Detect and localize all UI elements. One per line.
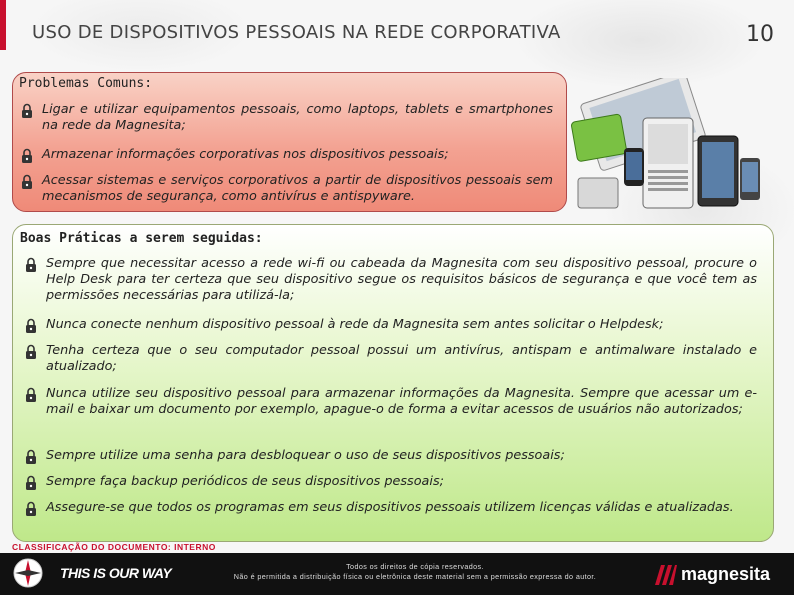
- lock-icon: [24, 501, 38, 517]
- accent-bar: [0, 0, 6, 50]
- lock-icon: [24, 475, 38, 491]
- practice-text: Nunca conecte nenhum dispositivo pessoal à rede da Magnesita sem antes solicitar o Helpdesk;: [46, 317, 664, 332]
- lock-icon: [20, 148, 34, 164]
- copyright-line-1: Todos os direitos de cópia reservados.: [346, 562, 484, 571]
- practice-text: Tenha certeza que o seu computador pessoal possui um antivírus, antispam e antimalware instalado e atualizado;: [46, 343, 757, 374]
- practice-text: Nunca utilize seu dispositivo pessoal para armazenar informações da Magnesita. Sempre que acessar um e-mail e baixar um documento por exemplo, apague-o de forma a evitar acessos de usuários não autorizados;: [46, 386, 757, 417]
- compass-icon: [12, 557, 44, 589]
- brand-logo: [655, 564, 770, 585]
- problem-item: [20, 173, 553, 205]
- lock-icon: [24, 449, 38, 465]
- practice-item: [24, 317, 757, 334]
- problems-label: Problemas Comuns:: [19, 76, 153, 91]
- practice-text: Sempre que necessitar acesso a rede wi-fi ou cabeada da Magnesita com seu dispositivo pessoal, procure o Help Desk para ter certeza que seu dispositivo segue os requisitos básicos de segurança e que você tem as permissões necessárias para utilizá-la;: [46, 256, 757, 303]
- practice-item: [24, 386, 757, 418]
- tagline: THIS IS OUR WAY: [60, 565, 172, 581]
- practice-item: [24, 474, 757, 491]
- problem-item: [20, 102, 553, 134]
- practice-item: [24, 448, 757, 465]
- practice-item: [24, 343, 757, 375]
- lock-icon: [24, 387, 38, 403]
- problem-text: Acessar sistemas e serviços corporativos a partir de dispositivos pessoais sem mecanismos de segurança, como antivírus e antispyware.: [42, 173, 553, 204]
- problem-item: [20, 147, 553, 164]
- copyright-line-2: Não é permitida a distribuição física ou eletrônica deste material sem a permissão expressa do autor.: [233, 572, 597, 581]
- lock-icon: [20, 103, 34, 119]
- lock-icon: [20, 174, 34, 190]
- page-number: 10: [746, 22, 774, 47]
- brand-name: magnesita: [680, 564, 770, 584]
- lock-icon: [24, 318, 38, 334]
- practice-text: Sempre utilize uma senha para desbloquear o uso de seus dispositivos pessoais;: [46, 448, 565, 463]
- lock-icon: [24, 257, 38, 273]
- lock-icon: [24, 344, 38, 360]
- problem-text: Ligar e utilizar equipamentos pessoais, como laptops, tablets e smartphones na rede da Magnesita;: [42, 102, 553, 133]
- practice-item: [24, 500, 757, 517]
- document-classification: CLASSIFICAÇÃO DO DOCUMENTO: INTERNO: [12, 542, 216, 552]
- practice-item: [24, 256, 757, 304]
- copyright-notice: [200, 562, 630, 582]
- green-netbook-shape: [571, 114, 627, 162]
- practice-text: Assegure-se que todos os programas em seus dispositivos pessoais utilizem licenças válidas e atualizadas.: [46, 500, 734, 515]
- devices-illustration: [568, 78, 768, 218]
- page-title: USO DE DISPOSITIVOS PESSOAIS NA REDE CORPORATIVA: [32, 22, 561, 43]
- magnesita-logo-icon: [655, 565, 677, 585]
- problem-text: Armazenar informações corporativas nos dispositivos pessoais;: [42, 147, 449, 162]
- practices-label: Boas Práticas a serem seguidas:: [20, 231, 263, 246]
- practice-text: Sempre faça backup periódicos de seus dispositivos pessoais;: [46, 474, 444, 489]
